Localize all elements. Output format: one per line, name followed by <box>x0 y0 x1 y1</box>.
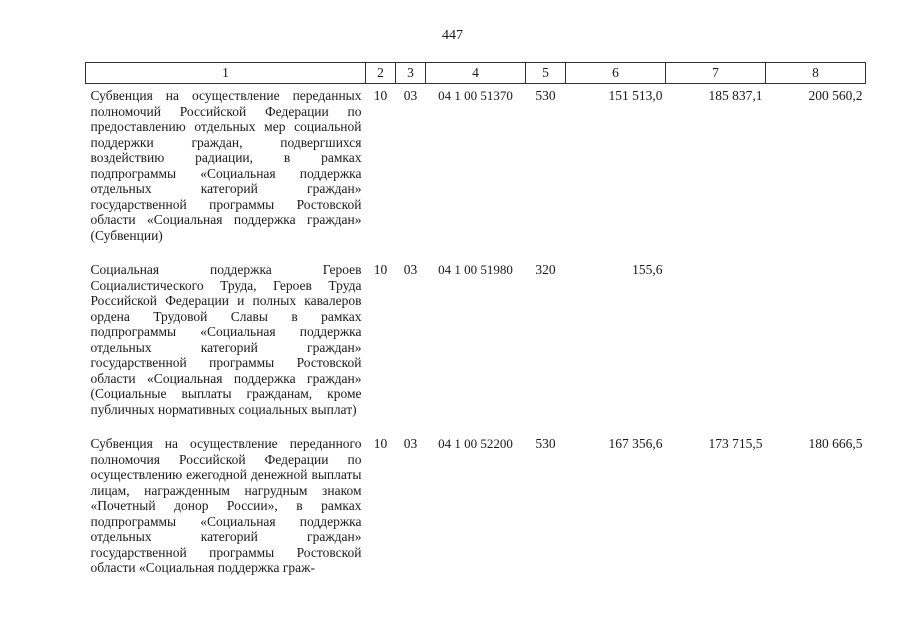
row-description: Социальная поддержка Героев Социалистического Труда, Героев Труда Российской Федерации и полных кавалеров ордена Трудовой Славы в рамках подпрограммы «Социальная поддержка отдельных категорий граждан» государственной программы Ростовской области «Социальная поддержка граждан» (Социальные выплаты гражданам, кроме публичных нормативных социальных выплат) <box>90 262 362 417</box>
row-section: 10 <box>373 88 388 103</box>
table-body <box>86 84 866 576</box>
page-number: 447 <box>442 28 463 43</box>
row-section: 10 <box>373 262 388 277</box>
table-header <box>86 63 866 84</box>
header-col-2: 2 <box>366 63 396 84</box>
row-expense-type: 320 <box>535 262 556 277</box>
row-expense-type: 530 <box>535 436 556 451</box>
header-col-6: 6 <box>566 63 666 84</box>
row-section: 10 <box>373 436 388 451</box>
budget-table <box>85 62 866 576</box>
row-amount-col8: 180 666,5 <box>808 436 863 451</box>
row-amount-col6: 155,6 <box>632 262 663 277</box>
row-subsection: 03 <box>403 88 418 103</box>
header-row <box>86 63 866 84</box>
row-expense-type: 530 <box>535 88 556 103</box>
row-amount-col8 <box>766 258 866 432</box>
header-col-7: 7 <box>666 63 766 84</box>
row-description: Субвенция на осуществление переданного полномочия Российской Федерации по осуществлению ежегодной денежной выплаты лицам, награжденным нагрудным знаком «Почетный донор России», в рамках подпрограммы «Социальная поддержка отдельных категорий граждан» государственной программы Ростовской области «Социальная поддержка граж- <box>90 436 362 575</box>
row-amount-col7: 173 715,5 <box>708 436 763 451</box>
row-target-code: 04 1 00 52200 <box>438 436 513 451</box>
table-row <box>86 84 866 259</box>
row-amount-col6: 151 513,0 <box>608 88 663 103</box>
table-row <box>86 432 866 576</box>
header-col-1: 1 <box>86 63 366 84</box>
row-subsection: 03 <box>403 436 418 451</box>
header-col-4: 4 <box>426 63 526 84</box>
row-amount-col8: 200 560,2 <box>808 88 863 103</box>
row-amount-col7: 185 837,1 <box>708 88 763 103</box>
row-description: Субвенция на осуществление переданных полномочий Российской Федерации по предоставлению отдельных мер социальной поддержки граждан, подвергшихся воздействию радиации, в рамках подпрограммы «Социальная поддержка отдельных категорий граждан» государственной программы Ростовской области «Социальная поддержка граждан» (Субвенции) <box>90 88 362 243</box>
header-col-5: 5 <box>526 63 566 84</box>
header-col-3: 3 <box>396 63 426 84</box>
row-subsection: 03 <box>403 262 418 277</box>
row-target-code: 04 1 00 51980 <box>438 262 513 277</box>
row-amount-col7 <box>666 258 766 432</box>
header-col-8: 8 <box>766 63 866 84</box>
row-amount-col6: 167 356,6 <box>608 436 663 451</box>
row-target-code: 04 1 00 51370 <box>438 88 513 103</box>
table-row <box>86 258 866 432</box>
